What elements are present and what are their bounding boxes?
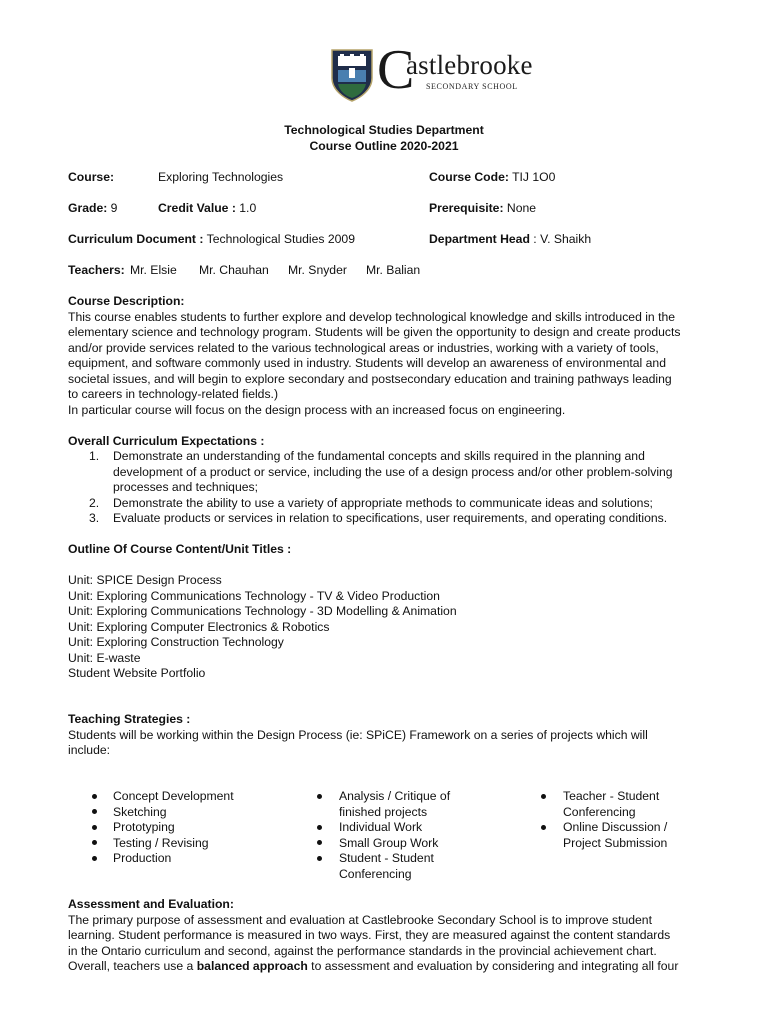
curriculum-value: Technological Studies 2009: [203, 232, 355, 246]
bullet-icon: [541, 794, 546, 799]
curriculum-document: [68, 232, 355, 247]
expectation-line: Demonstrate an understanding of the fundamental concepts and skills required in the planning and: [113, 449, 645, 463]
unit-item: Unit: E-waste: [68, 651, 141, 665]
strategy-item: Prototyping: [113, 820, 175, 834]
bullet-icon: [92, 840, 97, 845]
school-crest-icon: [330, 48, 374, 102]
unit-item: Unit: Exploring Computer Electronics & Robotics: [68, 620, 330, 634]
strategies-intro: Students will be working within the Design Process (ie: SPiCE) Framework on a series of projects which will: [68, 728, 648, 742]
strategy-item: Concept Development: [113, 789, 234, 803]
outline-title: Course Outline 2020-2021: [309, 139, 459, 153]
description-line: This course enables students to further explore and develop technological knowledge and skills introduced in the: [68, 310, 676, 324]
assessment-text: Overall, teachers use a: [68, 959, 197, 973]
prerequisite-value: None: [503, 201, 537, 215]
expectation-line: development of a product or service, including the use of a design process and/or other problem-solving: [113, 465, 673, 479]
bullet-icon: [92, 809, 97, 814]
grade-value: 9: [107, 201, 118, 215]
unit-item: Unit: SPICE Design Process: [68, 573, 222, 587]
strategy-item: Production: [113, 851, 172, 865]
curriculum-label: Curriculum Document :: [68, 232, 204, 246]
assessment-line: in the Ontario curriculum and second, against the performance standards in the provincial achievement chart.: [68, 944, 657, 958]
expectation-number: 1.: [89, 449, 100, 463]
strategy-item: Sketching: [113, 805, 167, 819]
strategy-item: Testing / Revising: [113, 836, 209, 850]
expectation-line: processes and techniques;: [113, 480, 258, 494]
expectation-line: Evaluate products or services in relation to specifications, user requirements, and operating conditions.: [113, 511, 668, 525]
description-line: and/or provide services related to the various technological areas or industries, working with a variety of tools,: [68, 341, 659, 355]
assessment-text: to assessment and evaluation by considering and integrating all four: [307, 959, 679, 973]
units-heading: Outline Of Course Content/Unit Titles :: [68, 542, 292, 556]
teachers-label: Teachers:: [68, 263, 125, 277]
expectations-heading: Overall Curriculum Expectations :: [68, 434, 265, 448]
teacher-name: Mr. Snyder: [288, 263, 347, 277]
strategies-intro: include:: [68, 743, 111, 757]
strategy-item: Project Submission: [563, 836, 668, 850]
strategy-item: Small Group Work: [339, 836, 439, 850]
course-code-value: TIJ 1O0: [508, 170, 556, 184]
unit-item: Unit: Exploring Construction Technology: [68, 635, 284, 649]
prerequisite-label: Prerequisite:: [429, 201, 504, 215]
expectation-number: 2.: [89, 496, 100, 510]
strategy-item: Teacher - Student: [563, 789, 660, 803]
school-logo: [330, 39, 542, 102]
bullet-icon: [92, 794, 97, 799]
credit-value: [158, 201, 256, 216]
bullet-icon: [317, 856, 322, 861]
description-line: to careers in technology-related fields.): [68, 387, 279, 401]
expectation-line: Demonstrate the ability to use a variety of appropriate methods to communicate ideas and solutions;: [113, 496, 653, 510]
department-head-value: : V. Shaikh: [529, 232, 592, 246]
course-value: Exploring Technologies: [158, 170, 284, 184]
bullet-icon: [92, 825, 97, 830]
grade: [68, 201, 117, 216]
course-code-label: Course Code:: [429, 170, 509, 184]
prerequisite: [429, 201, 536, 216]
strategy-item: finished projects: [339, 805, 428, 819]
logo-initial: C: [377, 39, 415, 101]
expectation-number: 3.: [89, 511, 100, 525]
strategy-item: Online Discussion /: [563, 820, 668, 834]
bullet-icon: [317, 840, 322, 845]
assessment-line: [68, 959, 678, 974]
course-label: Course:: [68, 170, 115, 184]
department-title: Technological Studies Department: [284, 123, 484, 137]
department-head: [429, 232, 591, 247]
assessment-heading: Assessment and Evaluation:: [68, 897, 234, 911]
description-line: equipment, and software commonly used in industry. Students will develop an awareness of environmental and: [68, 356, 666, 370]
strategies-heading: Teaching Strategies :: [68, 712, 191, 726]
bullet-icon: [541, 825, 546, 830]
school-name: astlebrooke: [406, 50, 533, 80]
unit-item: Unit: Exploring Communications Technology - TV & Video Production: [68, 589, 440, 603]
teacher-name: Mr. Elsie: [130, 263, 177, 277]
teacher-name: Mr. Balian: [366, 263, 421, 277]
bullet-icon: [317, 825, 322, 830]
credit-amount: 1.0: [235, 201, 257, 215]
unit-item: Student Website Portfolio: [68, 666, 206, 680]
description-line: In particular course will focus on the design process with an increased focus on engineering.: [68, 403, 566, 417]
grade-label: Grade:: [68, 201, 108, 215]
strategy-item: Conferencing: [339, 867, 412, 881]
strategy-item: Individual Work: [339, 820, 423, 834]
school-subtitle: SECONDARY SCHOOL: [426, 82, 518, 91]
credit-label: Credit Value :: [158, 201, 236, 215]
department-head-label: Department Head: [429, 232, 530, 246]
assessment-line: The primary purpose of assessment and evaluation at Castlebrooke Secondary School is to improve student: [68, 913, 652, 927]
course-code: [429, 170, 555, 185]
assessment-emphasis: balanced approach: [196, 959, 308, 973]
strategy-item: Analysis / Critique of: [339, 789, 451, 803]
description-heading: Course Description:: [68, 294, 185, 308]
bullet-icon: [92, 856, 97, 861]
description-line: societal issues, and will begin to explore secondary and postsecondary education and training pathways leading: [68, 372, 672, 386]
description-line: elementary science and technology program. Students will be given the opportunity to design and create products: [68, 325, 681, 339]
assessment-line: learning. Student performance is measured in two ways. First, they are measured against the content standards: [68, 928, 671, 942]
unit-item: Unit: Exploring Communications Technology - 3D Modelling & Animation: [68, 604, 457, 618]
strategy-item: Conferencing: [563, 805, 636, 819]
bullet-icon: [317, 794, 322, 799]
strategy-item: Student - Student: [339, 851, 434, 865]
teacher-name: Mr. Chauhan: [199, 263, 269, 277]
